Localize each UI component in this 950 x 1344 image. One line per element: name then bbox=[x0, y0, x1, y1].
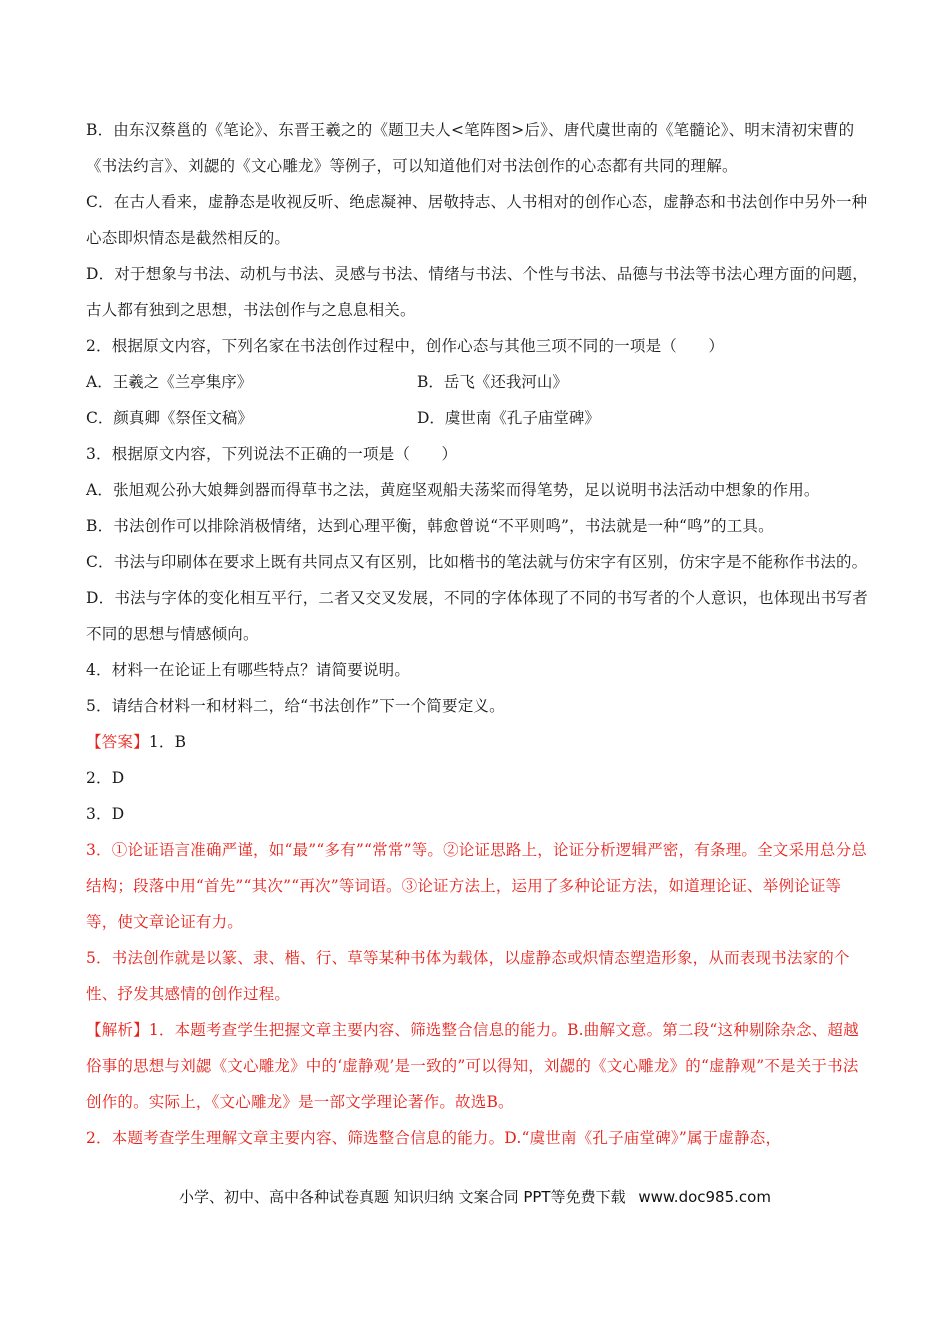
q3-option-b: B．书法创作可以排除消极情绪，达到心理平衡，韩愈曾说“不平则鸣”，书法就是一种“鸣”的工具。 bbox=[86, 517, 774, 535]
q2-option-c: C．颜真卿《祭侄文稿》 bbox=[86, 409, 253, 427]
question-3-stem: 3．根据原文内容，下列说法不正确的一项是（ ） bbox=[86, 445, 458, 463]
answer-1-value: 1．B bbox=[148, 733, 187, 751]
answer-1 bbox=[86, 724, 868, 760]
answer-4: 3．①论证语言准确严谨，如“最”“多有”“常常”等。②论证思路上，论证分析逻辑严密，有条理。全文采用总分总结构；段落中用“首先”“其次”“再次”等词语。③论证方法上，运用了多种论证方法，如道理论证、举例论证等等，使文章论证有力。 bbox=[86, 841, 868, 931]
question-4: 4．材料一在论证上有哪些特点？请简要说明。 bbox=[86, 661, 411, 679]
q2-option-d: D．虞世南《孔子庙堂碑》 bbox=[417, 409, 600, 427]
answer-5: 5．书法创作就是以篆、隶、楷、行、草等某种书体为载体，以虚静态或炽情态塑造形象，从而表现书法家的个性、抒发其感情的创作过程。 bbox=[86, 949, 850, 1003]
question-2-options-row-1 bbox=[86, 364, 868, 400]
q3-option-a: A．张旭观公孙大娘舞剑器而得草书之法，黄庭坚观船夫荡桨而得笔势，足以说明书法活动中想象的作用。 bbox=[86, 481, 820, 499]
q3-option-d: D．书法与字体的变化相互平行，二者又交叉发展，不同的字体体现了不同的书写者的个人意识，也体现出书写者不同的思想与情感倾向。 bbox=[86, 589, 868, 643]
option-c-text: C．在古人看来，虚静态是收视反听、绝虑凝神、居敬持志、人书相对的创作心态，虚静态和书法创作中另外一种心态即炽情态是截然相反的。 bbox=[86, 193, 868, 247]
option-b-text: B．由东汉蔡邕的《笔论》、东晋王羲之的《题卫夫人<笔阵图>后》、唐代虞世南的《笔髓论》、明末清初宋曹的《书法约言》、刘勰的《文心雕龙》等例子，可以知道他们对书法创作的心态都有共同的理解。 bbox=[86, 121, 855, 175]
q2-option-a: A．王羲之《兰亭集序》 bbox=[86, 373, 253, 391]
analysis-1 bbox=[86, 1012, 868, 1120]
footer-url[interactable]: www.doc985.com bbox=[638, 1188, 771, 1206]
answer-label: 【答案】 bbox=[86, 733, 149, 751]
option-d-text: D．对于想象与书法、动机与书法、灵感与书法、情绪与书法、个性与书法、品德与书法等书法心理方面的问题，古人都有独到之思想，书法创作与之息息相关。 bbox=[86, 265, 868, 319]
page-footer bbox=[0, 1186, 950, 1207]
answer-3: 3．D bbox=[86, 805, 125, 823]
footer-text: 小学、初中、高中各种试卷真题 知识归纳 文案合同 PPT等免费下载 bbox=[179, 1188, 626, 1206]
analysis-label: 【解析】 bbox=[86, 1021, 149, 1039]
document-body bbox=[86, 112, 868, 1156]
q3-option-c: C．书法与印刷体在要求上既有共同点又有区别，比如楷书的笔法就与仿宋字有区别，仿宋字是不能称作书法的。 bbox=[86, 553, 868, 571]
question-2-stem: 2．根据原文内容，下列名家在书法创作过程中，创作心态与其他三项不同的一项是（ ） bbox=[86, 337, 725, 355]
question-5: 5．请结合材料一和材料二，给“书法创作”下一个简要定义。 bbox=[86, 697, 505, 715]
q2-option-b: B．岳飞《还我河山》 bbox=[417, 373, 568, 391]
analysis-2: 2．本题考查学生理解文章主要内容、筛选整合信息的能力。D.“虞世南《孔子庙堂碑》”属于虚静态， bbox=[86, 1129, 782, 1147]
question-2-options-row-2 bbox=[86, 400, 868, 436]
analysis-1-text: 1．本题考查学生把握文章主要内容、筛选整合信息的能力。B.曲解文意。第二段“这种剔除杂念、超越俗事的思想与刘勰《文心雕龙》中的‘虚静观’是一致的”可以得知，刘勰的《文心雕龙》的“虚静观”不是关于书法创作的。实际上，《文心雕龙》是一部文学理论著作。故选B。 bbox=[86, 1021, 859, 1111]
answer-2: 2．D bbox=[86, 769, 125, 787]
